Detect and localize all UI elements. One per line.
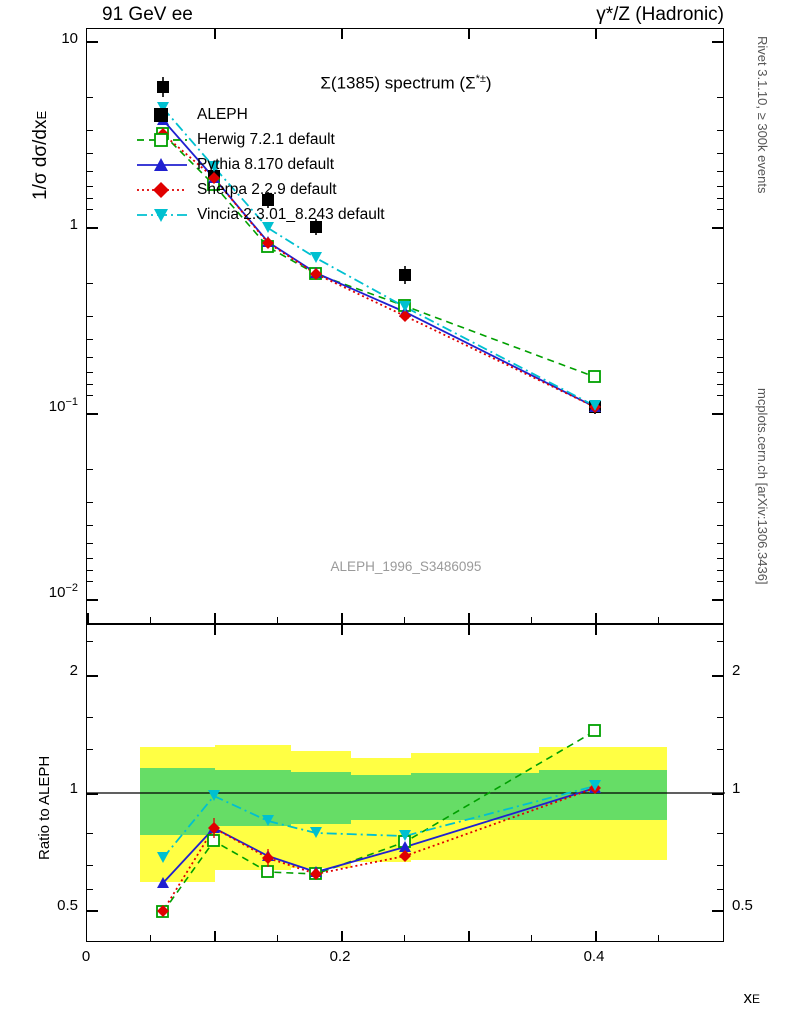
main-y-axis-label: 1/σ dσ/dxE [30,110,51,200]
header-left-label: 91 GeV ee [102,4,193,25]
side-label-rivet: Rivet 3.1.10, ≥ 300k events [755,36,770,194]
ratio-y-axis-label: Ratio to ALEPH [36,755,53,860]
y-tick-label: $10^{-1}$ [48,396,78,415]
curve-vincia [163,108,595,406]
legend-marker-herwig [135,129,191,151]
x-axis-label: xE [743,988,760,1007]
curve-sherpa [163,134,595,407]
ratio-y-tick-label: 1 [69,780,78,797]
side-label-mcplots: mcplots.cern.ch [arXiv:1306.3436] [755,388,770,585]
legend-marker-sherpa [135,179,191,201]
legend-label: Pythia 8.170 default [197,156,335,173]
y-tick-label: $10^{-2}$ [48,582,78,601]
legend-marker-aleph [135,104,191,126]
legend-label: Vincia 2.3.01_8.243 default [197,206,385,223]
x-tick-label: 0.2 [329,948,351,965]
legend-label: Sherpa 2.2.9 default [197,181,337,198]
analysis-watermark: ALEPH_1996_S3486095 [330,559,482,574]
legend-marker-vincia [135,204,191,226]
legend-marker-pythia [135,154,191,176]
x-tick-label: 0.4 [583,948,605,965]
ratio-y-tick-label-right: 1 [732,780,741,797]
ratio-plot-panel [86,624,724,942]
y-tick-label: 1 [69,216,78,233]
header-right-label: γ*/Z (Hadronic) [596,4,724,25]
ratio-data [87,625,725,943]
plot-title: Σ(1385) spectrum (Σ*±) [320,73,492,93]
points-aleph [163,77,595,414]
ratio-y-tick-label: 0.5 [57,897,78,914]
ratio-y-tick-label: 2 [69,662,78,679]
ratio-y-tick-label-right: 2 [732,662,741,679]
ratio-y-tick-label-right: 0.5 [732,897,753,914]
legend-label: Herwig 7.2.1 default [197,131,335,148]
x-tick-label: 0 [81,948,91,965]
y-tick-label: 10 [61,30,78,47]
legend-label: ALEPH [197,106,248,123]
